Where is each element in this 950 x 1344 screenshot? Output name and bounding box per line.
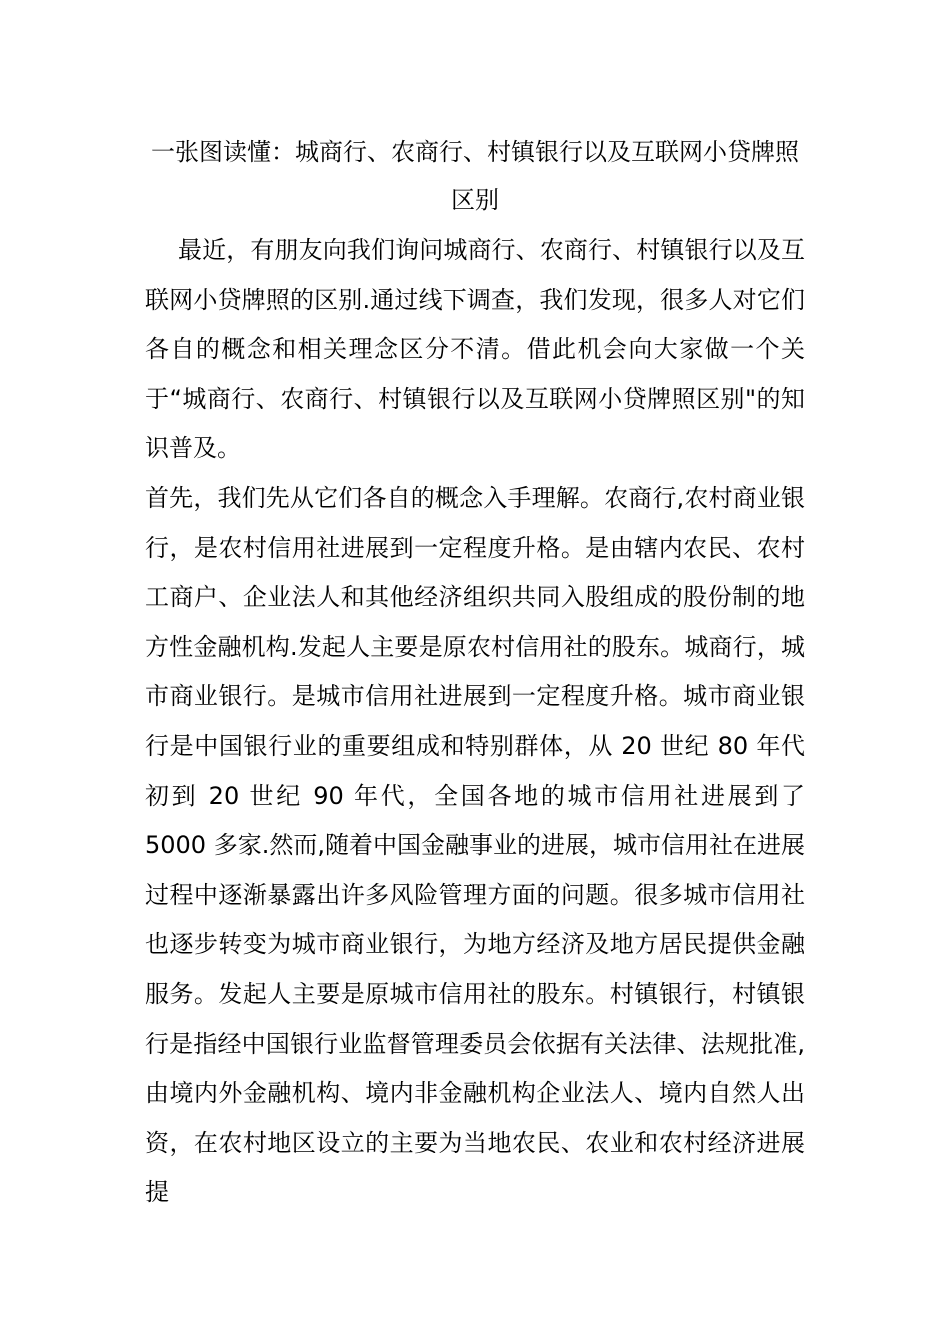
paragraph-intro: 最近，有朋友向我们询问城商行、农商行、村镇银行以及互联网小贷牌照的区别.通过线下调查，我们发现，很多人对它们各自的概念和相关理念区分不清。借此机会向大家做一个关于“城商行、农商行、村镇银行以及互联网小贷牌照区别"的知识普及。: [145, 236, 805, 463]
paragraph-concepts: 首先，我们先从它们各自的概念入手理解。农商行,农村商业银行，是农村信用社进展到一定程度升格。是由辖内农民、农村工商户、企业法人和其他经济组织共同入股组成的股份制的地方性金融机构.发起人主要是原农村信用社的股东。城商行，城市商业银行。是城市信用社进展到一定程度升格。城市商业银行是中国银行业的重要组成和特别群体，从 20 世纪 80 年代初到 20 世纪 90 年代，全国各地的城市信用社进展到了 5000 多家.然而,随着中国金融事业的进展，城市信用社在进展过程中逐渐暴露出许多风险管理方面的问题。很多城市信用社也逐步转变为城市商业银行，为地方经济及地方居民提供金融服务。发起人主要是原城市信用社的股东。村镇银行，村镇银行是指经中国银行业监督管理委员会依据有关法律、法规批准,由境内外金融机构、境内非金融机构企业法人、境内自然人出资，在农村地区设立的主要为当地农民、农业和农村经济进展提: [145, 483, 805, 1207]
document-title: 一张图读懂：城商行、农商行、村镇银行以及互联网小贷牌照区别: [151, 138, 799, 214]
document-body: [145, 226, 805, 1218]
